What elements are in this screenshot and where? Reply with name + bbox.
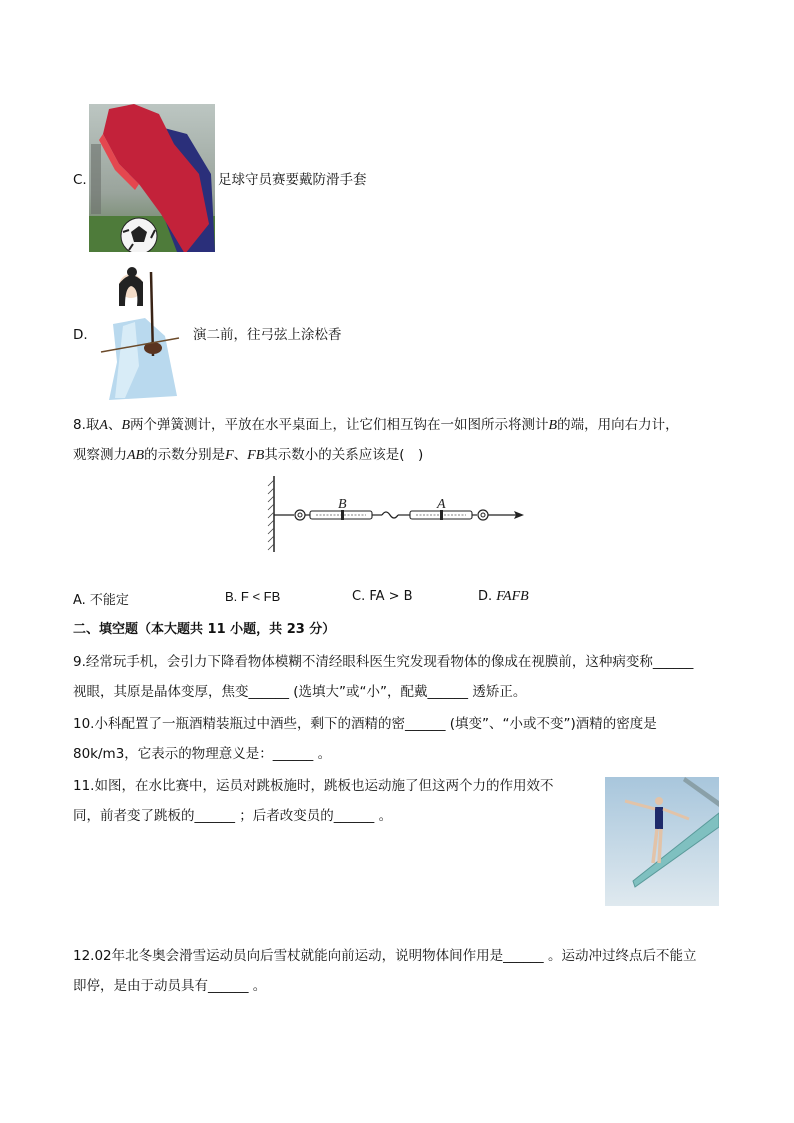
q11-line-1: 11.如图，在水比赛中，运员对跳板施时，跳板也运动施了但这两个力的作用效不 [73, 778, 554, 794]
q8-line-2: 观察测力AB的示数分别是F、FB其示数小的关系应该是( ) [73, 447, 424, 463]
q12-line-1: 12.02年北冬奥会滑雪运动员向后雪杖就能向前运动，说明物体间作用是______ 。运动冲过终点后不能立 [73, 948, 697, 964]
option-d-text: 演二前，往弓弦上涂松香 [193, 327, 342, 343]
q12-line-2: 即停，是由于动员具有______ 。 [73, 978, 267, 994]
q10-line-1: 10.小科配置了一瓶酒精装瓶过中酒些，剩下的酒精的密______ (填变”、“小或不变”)酒精的密度是 [73, 716, 657, 732]
figure-label-a: A [437, 497, 446, 512]
spring-scale-diagram [262, 474, 528, 556]
erhu-player-image [95, 266, 185, 402]
q9-line-1: 9.经常玩手机，会引力下降看物体模糊不清经眼科医生究发现看物体的像成在视膜前，这种病变称______ [73, 654, 694, 670]
option-c-label: C. [73, 172, 87, 188]
q8-option-d: D. FAFB [478, 589, 529, 604]
figure-label-b: B [338, 497, 347, 512]
q9-line-2: 视眼，其原是晶体变厚，焦变______ (选填大”或“小”，配戴______ 透矫正。 [73, 684, 527, 700]
goalkeeper-glove-image [89, 104, 215, 252]
q11-line-2: 同，前者变了跳板的______ ；后者改变员的______ 。 [73, 808, 393, 824]
q8-option-b: B. F < FB [225, 589, 281, 604]
q8-line-1: 8.取A、B两个弹簧测计，平放在水平桌面上，让它们相互钩在一如图所示将测计B的端，用向右力计， [73, 417, 679, 433]
q8-option-c: C. FA > B [352, 589, 413, 604]
section-heading-fill-in: 二、填空题（本大题共 11 小题，共 23 分） [73, 622, 336, 637]
option-c-text: 足球守员赛要戴防滑手套 [218, 172, 367, 188]
option-d-label: D. [73, 327, 88, 343]
diver-image [605, 777, 719, 906]
q8-option-a: A. 不能定 [73, 593, 129, 608]
q10-line-2: 80k/m3，它表示的物理意义是：______ 。 [73, 746, 332, 762]
